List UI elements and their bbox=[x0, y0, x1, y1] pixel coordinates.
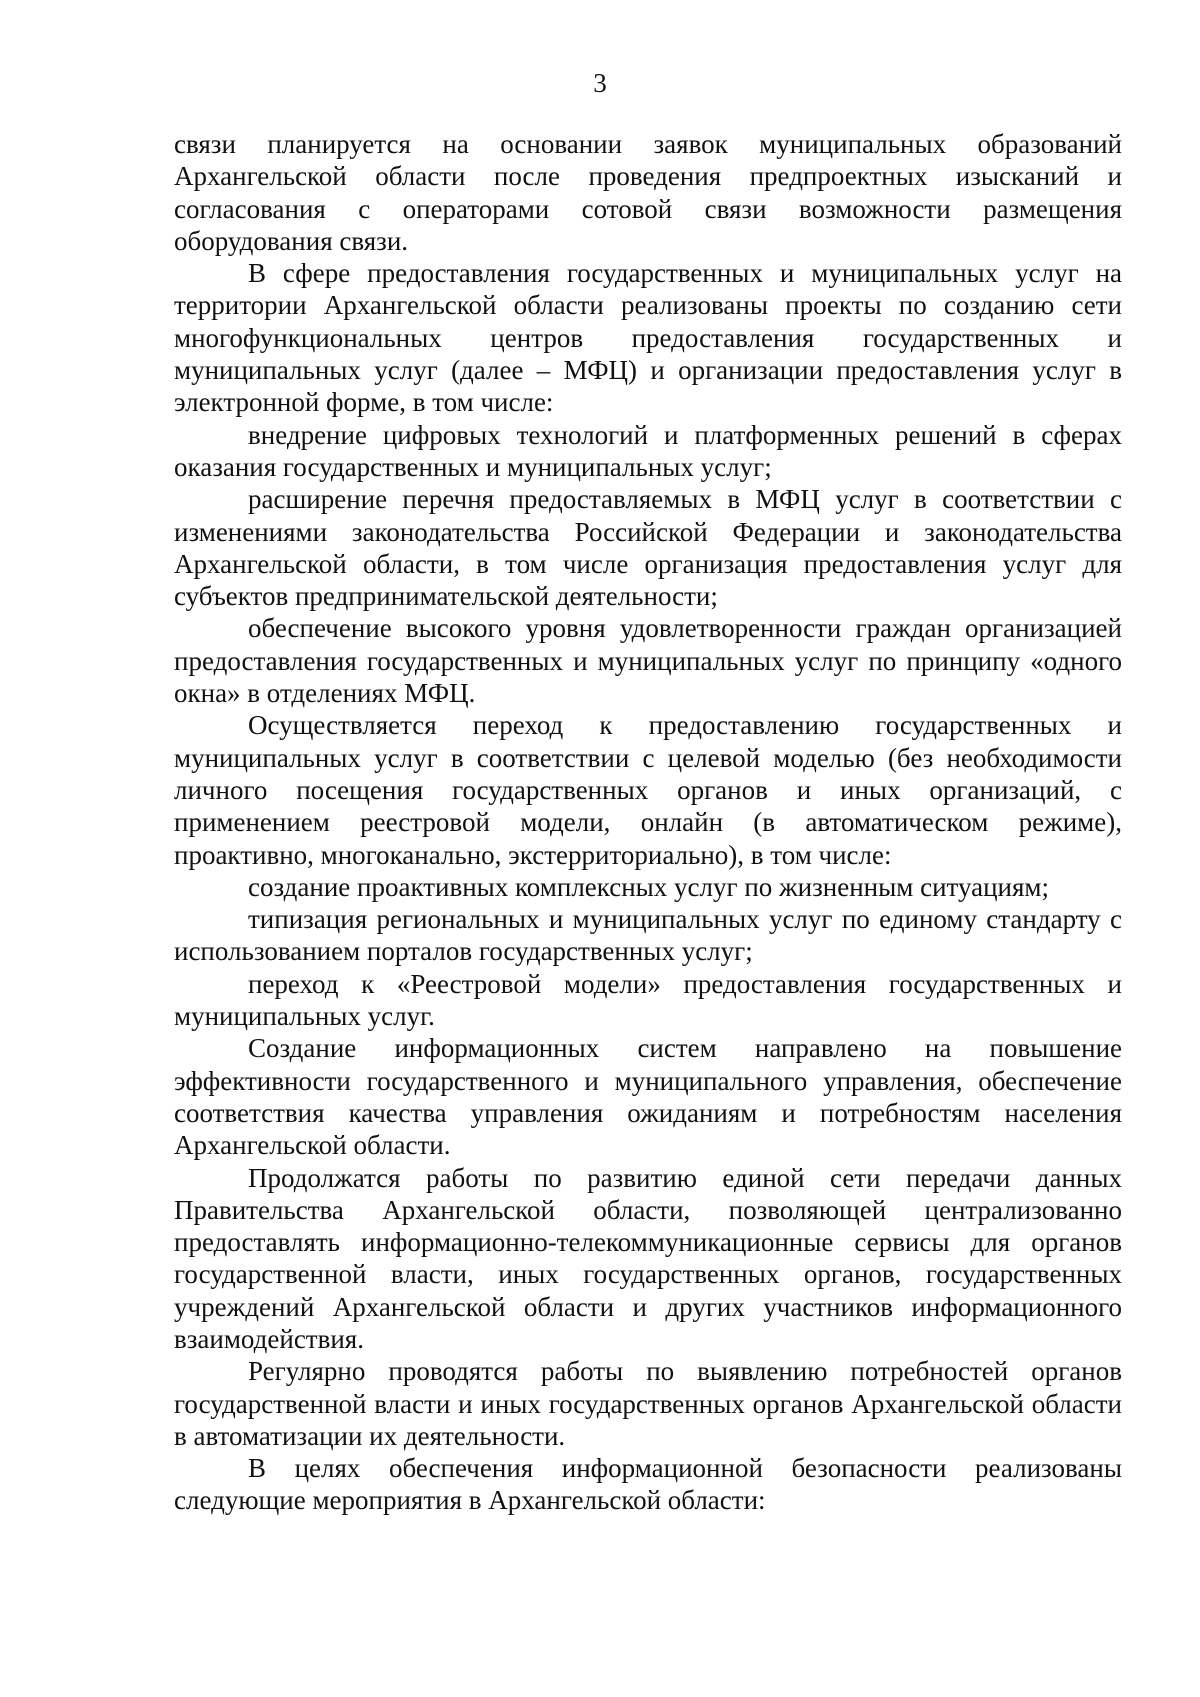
paragraph: создание проактивных комплексных услуг по жизненным ситуациям; bbox=[248, 871, 1050, 902]
paragraph: В целях обеспечения информационной безопасности реализованы следующие мероприятия в Архангельской области: bbox=[174, 1453, 1122, 1516]
document-body bbox=[174, 128, 1122, 1517]
paragraph: расширение перечня предоставляемых в МФЦ услуг в соответствии с изменениями законодательства Российской Федерации и законодательства Архангельской области, в том числе организация предоставления услуг для субъектов предпринимательской деятельности; bbox=[174, 484, 1122, 612]
paragraph: типизация региональных и муниципальных услуг по единому стандарту с использованием порталов государственных услуг; bbox=[174, 904, 1122, 967]
paragraph: Создание информационных систем направлено на повышение эффективности государственного и муниципального управления, обеспечение соответствия качества управления ожиданиям и потребностям населения Архангельской области. bbox=[174, 1033, 1122, 1161]
paragraph: переход к «Реестровой модели» предоставления государственных и муниципальных услуг. bbox=[174, 968, 1122, 1032]
paragraph: обеспечение высокого уровня удовлетворенности граждан организацией предоставления государственных и муниципальных услуг по принципу «одного окна» в отделениях МФЦ. bbox=[174, 613, 1122, 709]
paragraph: Осуществляется переход к предоставлению государственных и муниципальных услуг в соответствии с целевой моделью (без необходимости личного посещения государственных органов и иных организаций, с применением реестровой модели, онлайн (в автоматическом режиме), проактивно, многоканально, экстерриториально), в том числе: bbox=[174, 710, 1122, 870]
paragraph: Регулярно проводятся работы по выявлению потребностей органов государственной власти и иных государственных органов Архангельской области в автоматизации их деятельности. bbox=[174, 1356, 1122, 1451]
paragraph: внедрение цифровых технологий и платформенных решений в сферах оказания государственных и муниципальных услуг; bbox=[174, 419, 1122, 482]
paragraph: Продолжатся работы по развитию единой сети передачи данных Правительства Архангельской области, позволяющей централизованно предоставлять информационно-телекоммуникационные сервисы для органов государственной власти, иных государственных органов, государственных учреждений Архангельской области и других участников информационного взаимодействия. bbox=[174, 1162, 1122, 1354]
paragraph: В сфере предоставления государственных и муниципальных услуг на территории Архангельской области реализованы проекты по созданию сети многофункциональных центров предоставления государственных и муниципальных услуг (далее – МФЦ) и организации предоставления услуг в электронной форме, в том числе: bbox=[174, 258, 1122, 418]
paragraph-continuation: связи планируется на основании заявок муниципальных образований Архангельской области после проведения предпроектных изысканий и согласования с операторами сотовой связи возможности размещения оборудования связи. bbox=[174, 129, 1122, 256]
page-number: 3 bbox=[593, 68, 607, 98]
